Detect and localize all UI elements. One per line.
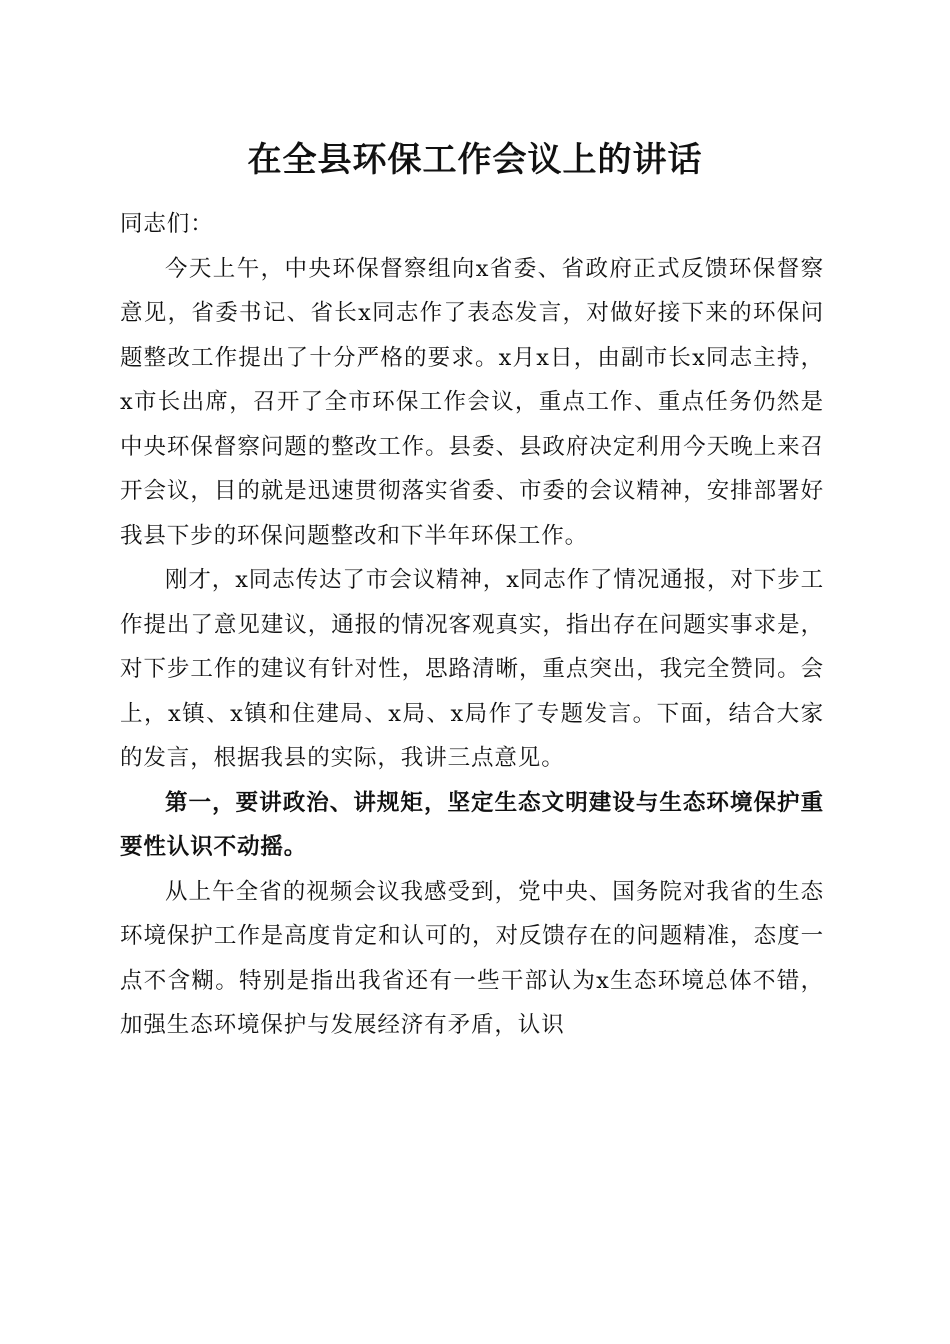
paragraph-remarks: 刚才，x同志传达了市会议精神，x同志作了情况通报，对下步工作提出了意见建议，通报的情况客观真实，指出存在问题实事求是，对下步工作的建议有针对性，思路清晰，重点突出，我完全赞同。会上，x镇、x镇和住建局、x局、x局作了专题发言。下面，结合大家的发言，根据我县的实际，我讲三点意见。 <box>120 567 824 771</box>
salutation: 同志们： <box>120 211 214 237</box>
document-title: 在全县环保工作会议上的讲话 <box>247 140 703 180</box>
paragraph-section-one: 从上午全省的视频会议我感受到，党中央、国务院对我省的生态环境保护工作是高度肯定和认可的，对反馈存在的问题精准，态度一点不含糊。特别是指出我省还有一些干部认为x生态环境总体不错，加强生态环境保护与发展经济有矛盾，认识 <box>120 878 824 1038</box>
paragraph-opening: 今天上午，中央环保督察组向x省委、省政府正式反馈环保督察意见，省委书记、省长x同志作了表态发言，对做好接下来的环保问题整改工作提出了十分严格的要求。x月x日，由副市长x同志主持，x市长出席，召开了全市环保工作会议，重点工作、重点任务仍然是中央环保督察问题的整改工作。县委、县政府决定利用今天晚上来召开会议，目的就是迅速贯彻落实省委、市委的会议精神，安排部署好我县下步的环保问题整改和下半年环保工作。 <box>120 255 824 549</box>
document-body <box>120 202 824 1048</box>
section-heading-first: 第一，要讲政治、讲规矩，坚定生态文明建设与生态环境保护重要性认识不动摇。 <box>120 789 824 860</box>
